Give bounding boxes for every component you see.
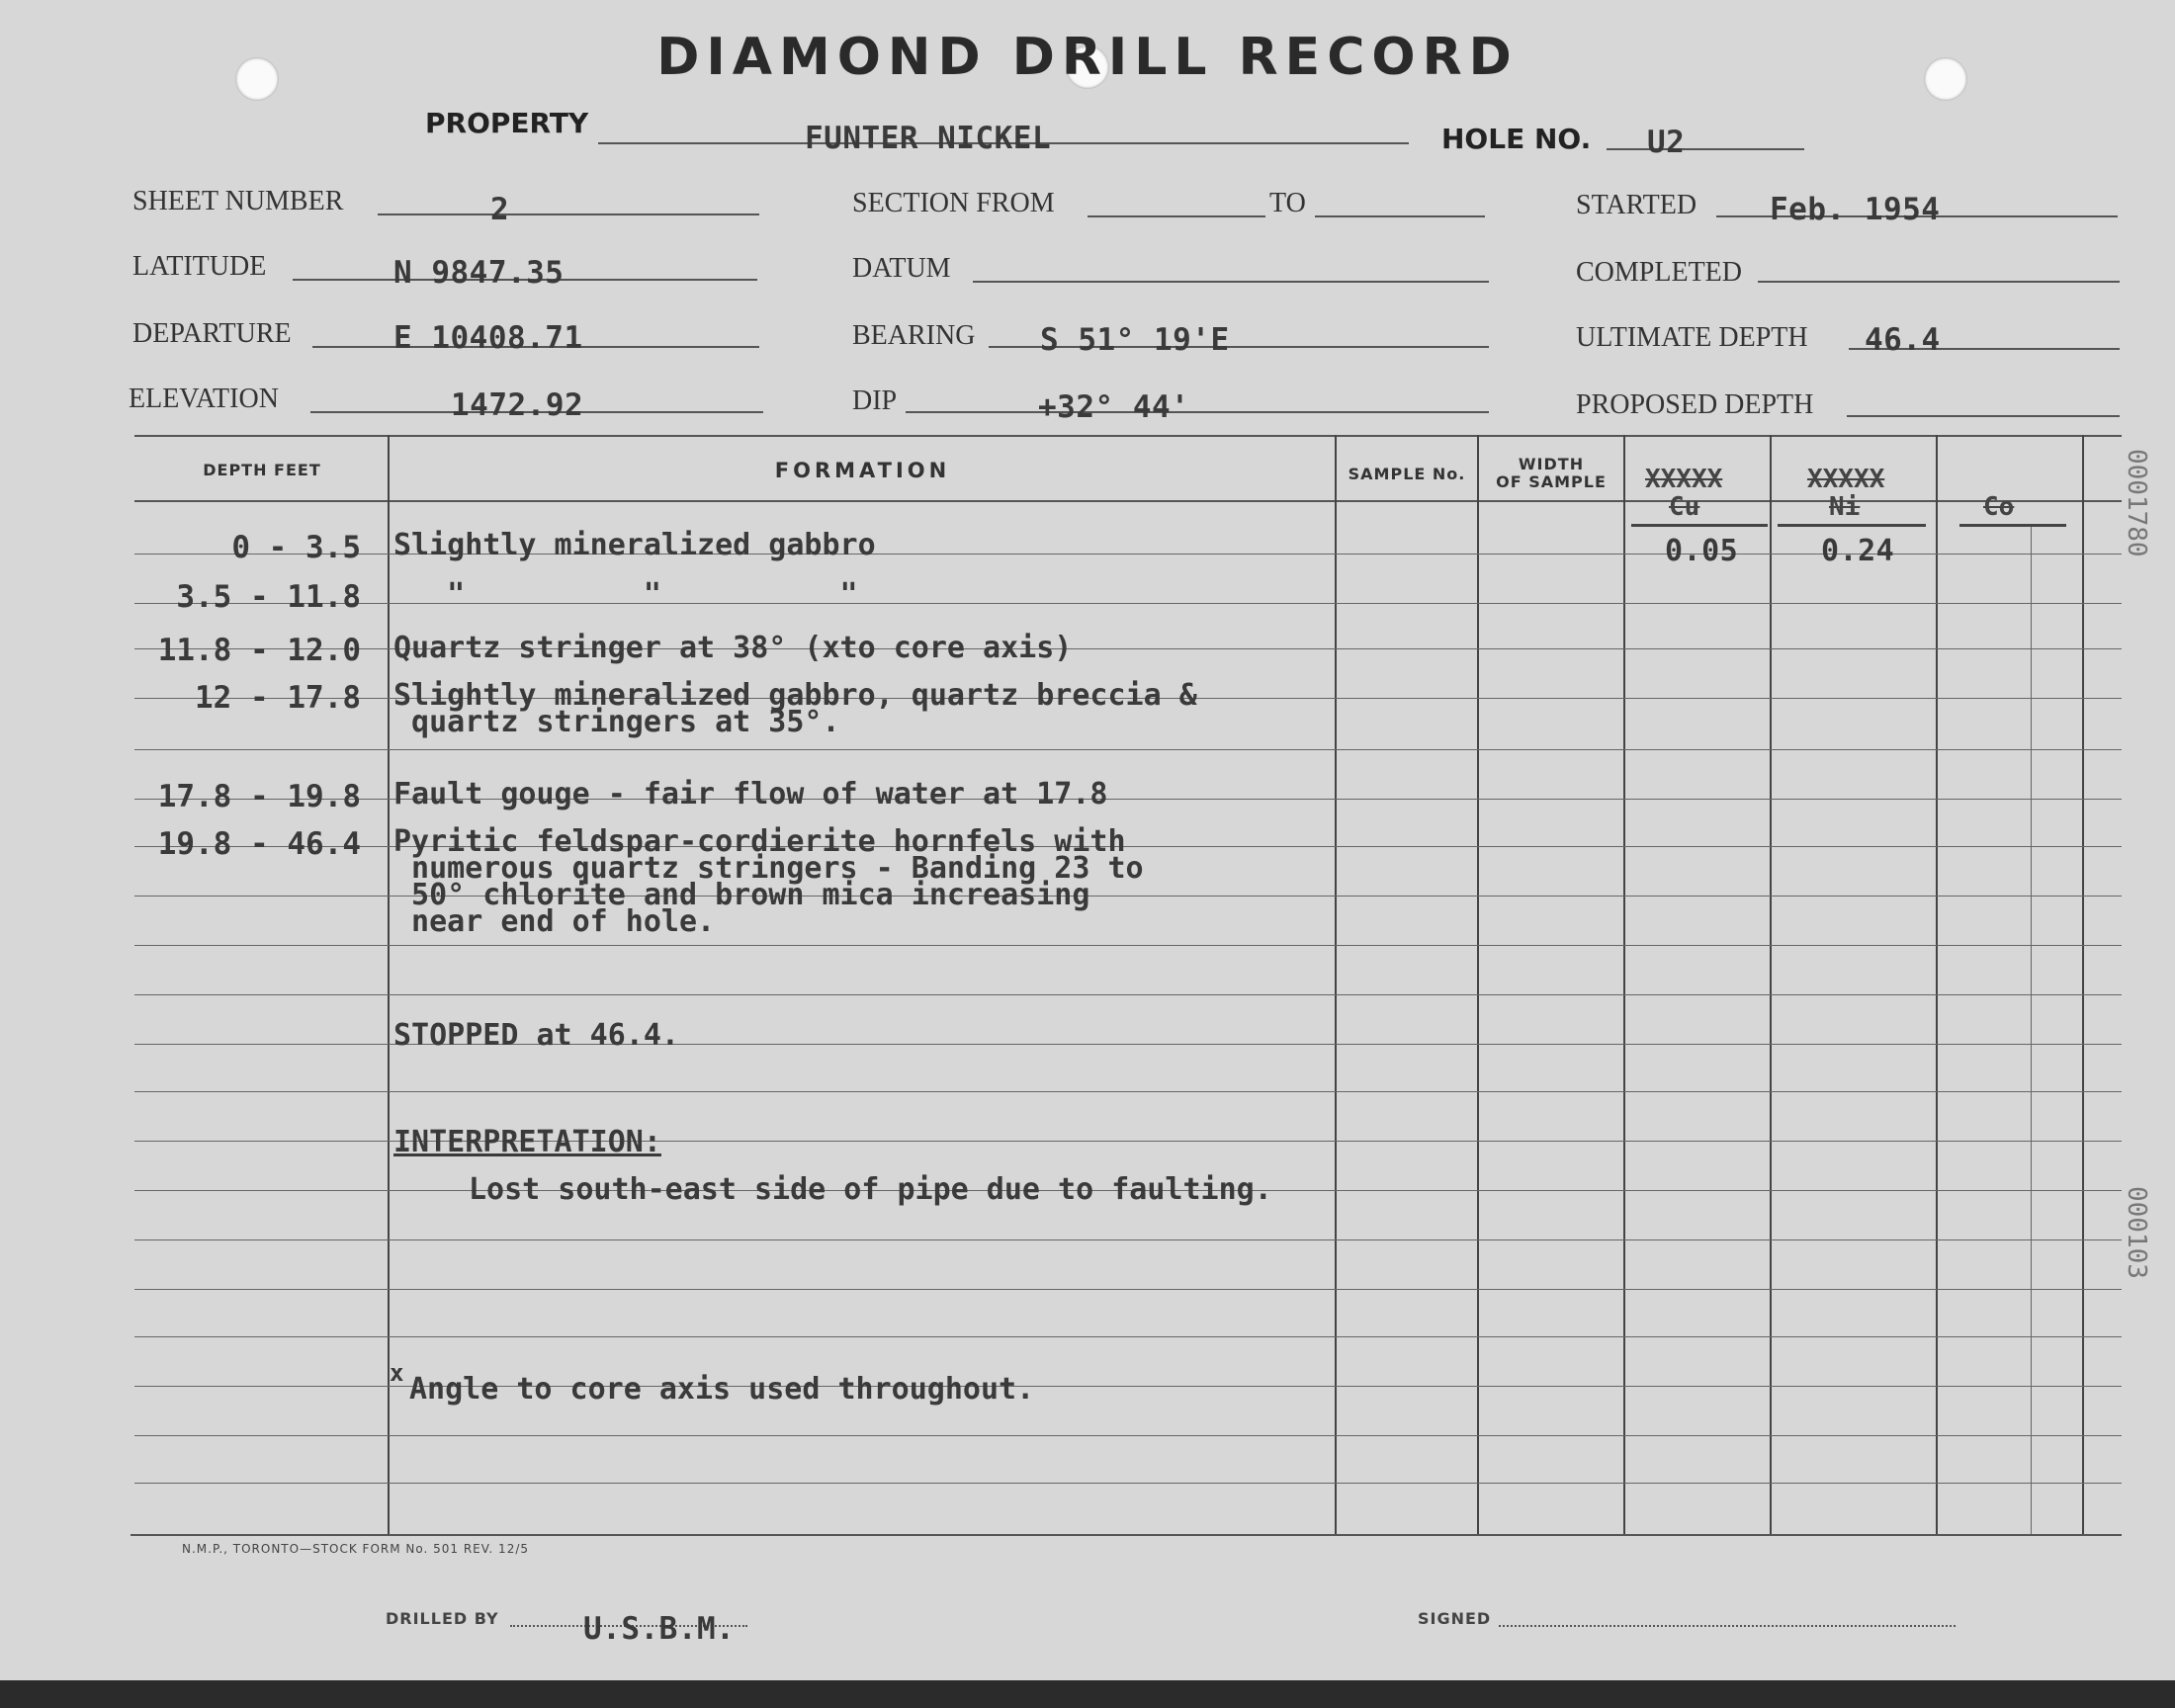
header-width-2: OF SAMPLE	[1496, 472, 1607, 491]
row-formation: Slightly mineralized gabbro, quartz breccia & quartz stringers at 35°.	[393, 678, 1197, 739]
footnote-text: Angle to core axis used throughout.	[409, 1372, 1035, 1407]
table-bottom-border	[130, 1534, 2122, 1536]
ultimate-depth-value: 46.4	[1865, 322, 1941, 358]
ruled-line	[134, 1336, 2122, 1337]
section-from-line	[1088, 215, 1265, 217]
header-ni-struck: XXXXX	[1807, 465, 1885, 494]
elevation-value: 1472.92	[451, 387, 584, 423]
property-value: FUNTER NICKEL	[805, 121, 1052, 156]
ultimate-depth-label: ULTIMATE DEPTH	[1576, 322, 1808, 353]
started-label: STARTED	[1576, 190, 1697, 220]
header-co: Co	[1983, 492, 2015, 522]
ruled-line	[134, 1239, 2122, 1240]
bearing-label: BEARING	[852, 320, 976, 351]
to-label: TO	[1269, 188, 1306, 218]
ruled-line	[134, 1435, 2122, 1436]
ruled-line	[134, 945, 2122, 946]
side-stamp-bottom: 000103	[2122, 1186, 2151, 1279]
col-divider-ni	[1936, 435, 1938, 1534]
drilled-by-value: U.S.B.M.	[583, 1611, 736, 1647]
latitude-label: LATITUDE	[132, 251, 267, 282]
row-depth: 11.8 - 12.0	[157, 633, 361, 668]
row-formation: Fault gouge - fair flow of water at 17.8	[393, 777, 1108, 811]
bearing-value: S 51° 19'E	[1040, 322, 1230, 358]
row-cu-value: 0.05	[1665, 534, 1739, 568]
dip-value: +32° 44'	[1038, 389, 1190, 425]
latitude-value: N 9847.35	[393, 255, 565, 291]
section-from-label: SECTION FROM	[852, 188, 1055, 218]
header-width-1: WIDTH	[1518, 455, 1585, 473]
header-co-underline	[1959, 524, 2066, 527]
ruled-line	[134, 1289, 2122, 1290]
col-divider-co-inner	[2031, 524, 2032, 1534]
sheet-number-value: 2	[490, 192, 510, 227]
interpretation-label: INTERPRETATION:	[393, 1125, 661, 1159]
dip-line	[906, 411, 1489, 413]
row-formation: " " "	[393, 577, 858, 612]
header-cu-underline	[1631, 524, 1768, 527]
started-value: Feb. 1954	[1770, 192, 1941, 227]
signed-line	[1499, 1625, 1956, 1627]
header-sample-no: SAMPLE No.	[1348, 465, 1466, 483]
ruled-line	[134, 994, 2122, 995]
drilled-by-label: DRILLED BY	[386, 1609, 499, 1628]
row-formation: Pyritic feldspar-cordierite hornfels with numerous quartz stringers - Banding 23 to 50° chlorite and brown mica increasing near end of hole.	[393, 824, 1144, 939]
ruled-line	[134, 1483, 2122, 1484]
sheet-number-line	[378, 214, 759, 215]
dip-label: DIP	[852, 385, 898, 416]
sheet-number-label: SHEET NUMBER	[132, 186, 344, 216]
side-stamp-top: 0001780	[2122, 449, 2151, 557]
header-ni: Ni	[1829, 492, 1861, 522]
row-depth: 17.8 - 19.8	[157, 779, 361, 814]
hole-no-label: HOLE NO.	[1441, 123, 1592, 155]
proposed-depth-label: PROPOSED DEPTH	[1576, 389, 1814, 420]
departure-label: DEPARTURE	[132, 318, 292, 349]
col-divider-width	[1623, 435, 1625, 1534]
property-label: PROPERTY	[425, 107, 589, 139]
row-ni-value: 0.24	[1821, 534, 1895, 568]
col-divider-co	[2082, 435, 2084, 1534]
departure-value: E 10408.71	[393, 320, 583, 356]
table-top-border	[134, 435, 2122, 437]
ruled-line	[134, 1091, 2122, 1092]
interpretation-text: Lost south-east side of pipe due to faulting.	[469, 1172, 1272, 1207]
row-depth: 3.5 - 11.8	[176, 579, 361, 615]
row-depth: 0 - 3.5	[231, 530, 361, 565]
hole-no-value: U2	[1647, 125, 1686, 160]
ruled-line	[134, 749, 2122, 750]
row-formation: Quartz stringer at 38° (xto core axis)	[393, 631, 1073, 665]
row-formation: Slightly mineralized gabbro	[393, 528, 876, 562]
row-depth: 19.8 - 46.4	[157, 826, 361, 862]
col-divider-formation	[1335, 435, 1337, 1534]
col-divider-sample	[1477, 435, 1479, 1534]
elevation-label: ELEVATION	[129, 384, 279, 414]
form-number: N.M.P., TORONTO—STOCK FORM No. 501 REV. 12/5	[182, 1542, 530, 1556]
col-divider-cu	[1770, 435, 1772, 1534]
header-cu: Cu	[1669, 492, 1700, 522]
completed-label: COMPLETED	[1576, 257, 1742, 288]
stopped-note: STOPPED at 46.4.	[393, 1018, 679, 1053]
hole-no-line	[1607, 148, 1804, 150]
header-cu-struck: XXXXX	[1645, 465, 1723, 494]
datum-label: DATUM	[852, 253, 951, 284]
footnote-mark: x	[390, 1359, 404, 1387]
signed-label: SIGNED	[1418, 1609, 1492, 1628]
header-ni-underline	[1778, 524, 1926, 527]
datum-line	[973, 281, 1489, 283]
table-header-border	[134, 500, 2122, 502]
header-depth: DEPTH FEET	[203, 461, 321, 479]
completed-line	[1758, 281, 2120, 283]
page-title: DIAMOND DRILL RECORD	[656, 28, 1519, 87]
header-formation: FORMATION	[774, 459, 951, 482]
proposed-depth-line	[1847, 415, 2120, 417]
to-line	[1315, 215, 1485, 217]
row-depth: 12 - 17.8	[195, 680, 361, 716]
